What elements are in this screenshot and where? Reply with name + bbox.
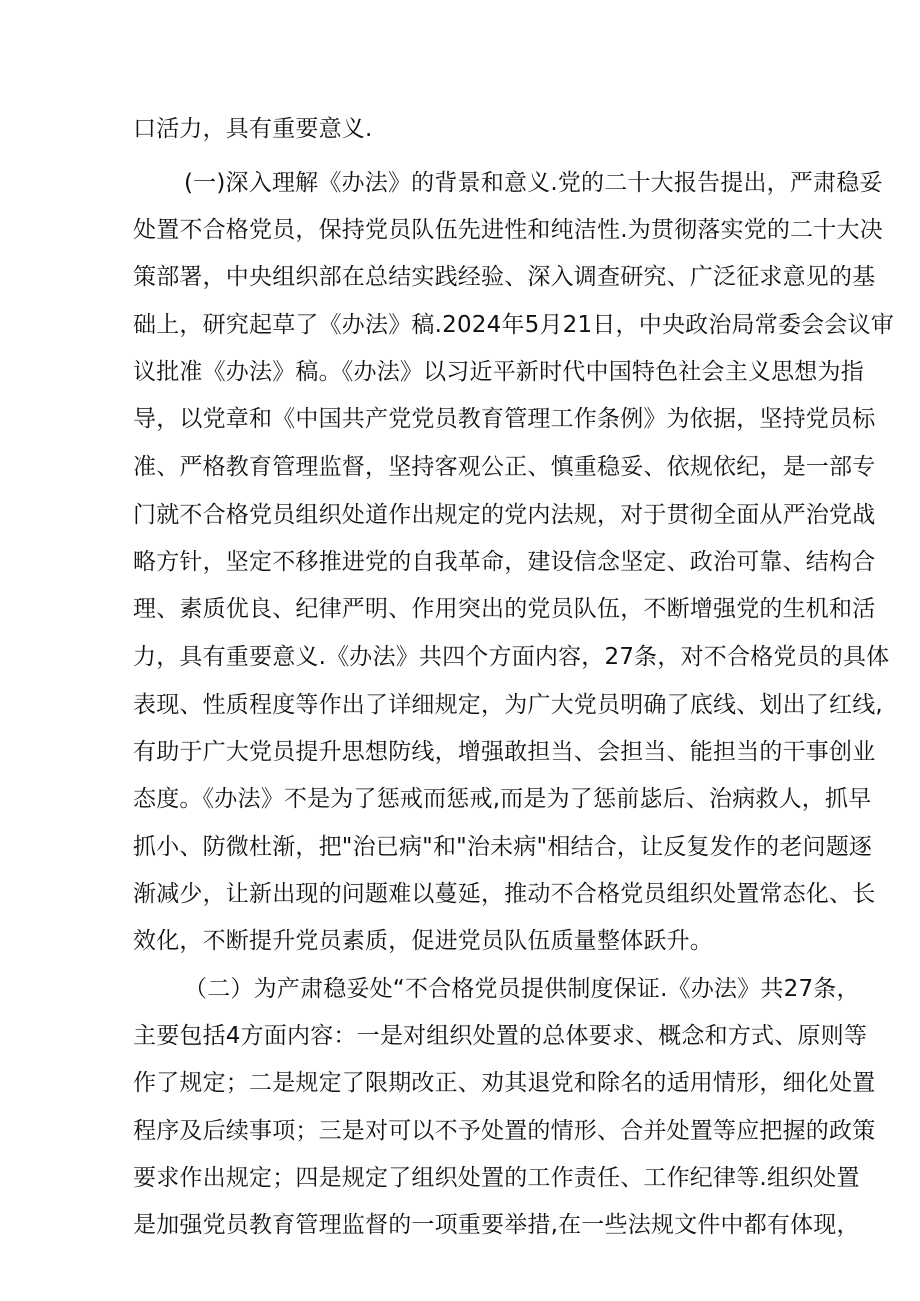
text-line: 要求作出规定；四是规定了组织处置的工作责任、工作纪律等.组织处置: [133, 1165, 860, 1191]
text-line: 略方针，坚定不移推进党的自我革命，建设信念坚定、政治可靠、结构合: [133, 549, 876, 575]
text-line: 策部署，中央组织部在总结实践经验、深入调查研究、广泛征求意见的基: [133, 264, 876, 290]
text-line: 处置不合格党员，保持党员队伍先进性和纯洁性.为贯彻落实党的二十大决: [133, 217, 883, 243]
text-line: 程序及后续事项；三是对可以不予处置的情形、合并处置等应把握的政策: [133, 1118, 876, 1144]
text-line: 础上，研究起草了《办法》稿.2024年5月21日，中央政治局常委会会议审: [133, 312, 894, 338]
text-line: （二）为产肃稳妥处“不合格党员提供制度保证.《办法》共27条，: [184, 976, 860, 1002]
text-line: 力，具有重要意义.《办法》共四个方面内容，27条，对不合格党员的具体: [133, 644, 890, 670]
text-line: 议批准《办法》稿。《办法》以习近平新时代中国特色社会主义思想为指: [133, 359, 864, 385]
text-line: 导，以党章和《中国共产党党员教育管理工作条例》为依据，坚持党员标: [133, 406, 876, 432]
text-line: 有助于广大党员提升思想防线，增强敢担当、会担当、能担当的干事创业: [133, 739, 876, 765]
text-line: 口活力，具有重要意义.: [133, 116, 373, 142]
text-line: (一)深入理解《办法》的背景和意义.党的二十大报告提出，严肃稳妥: [184, 170, 883, 196]
text-line: 渐减少，让新出现的问题难以蔓延，推动不合格党员组织处置常态化、长: [133, 881, 876, 907]
text-line: 抓小、防微杜渐，把"治已病"和"治未病"相结合，让反复发作的老问题逐: [133, 834, 873, 860]
text-line: 主要包括4方面内容：一是对组织处置的总体要求、概念和方式、原则等: [133, 1023, 868, 1049]
text-line: 理、素质优良、纪律严明、作用突出的党员队伍，不断增强党的生机和活: [133, 596, 876, 622]
text-line: 门就不合格党员组织处道作出规定的党内法规，对于贯彻全面从严治党战: [133, 502, 876, 528]
text-line: 态度。《办法》不是为了惩戒而惩戒,而是为了惩前毖后、治病救人，抓早: [133, 786, 872, 812]
text-line: 准、严格教育管理监督，坚持客观公正、慎重稳妥、依规依纪，是一部专: [133, 454, 876, 480]
text-line: 效化，不断提升党员素质，促进党员队伍质量整体跃升。: [133, 928, 713, 954]
text-line: 是加强党员教育管理监督的一项重要举措,在一些法规文件中都有体现，: [133, 1212, 860, 1238]
text-line: 表现、性质程度等作出了详细规定，为广大党员明确了底线、划出了红线,: [133, 692, 883, 718]
text-line: 作了规定；二是规定了限期改正、劝其退党和除名的适用情形，细化处置: [133, 1070, 876, 1096]
